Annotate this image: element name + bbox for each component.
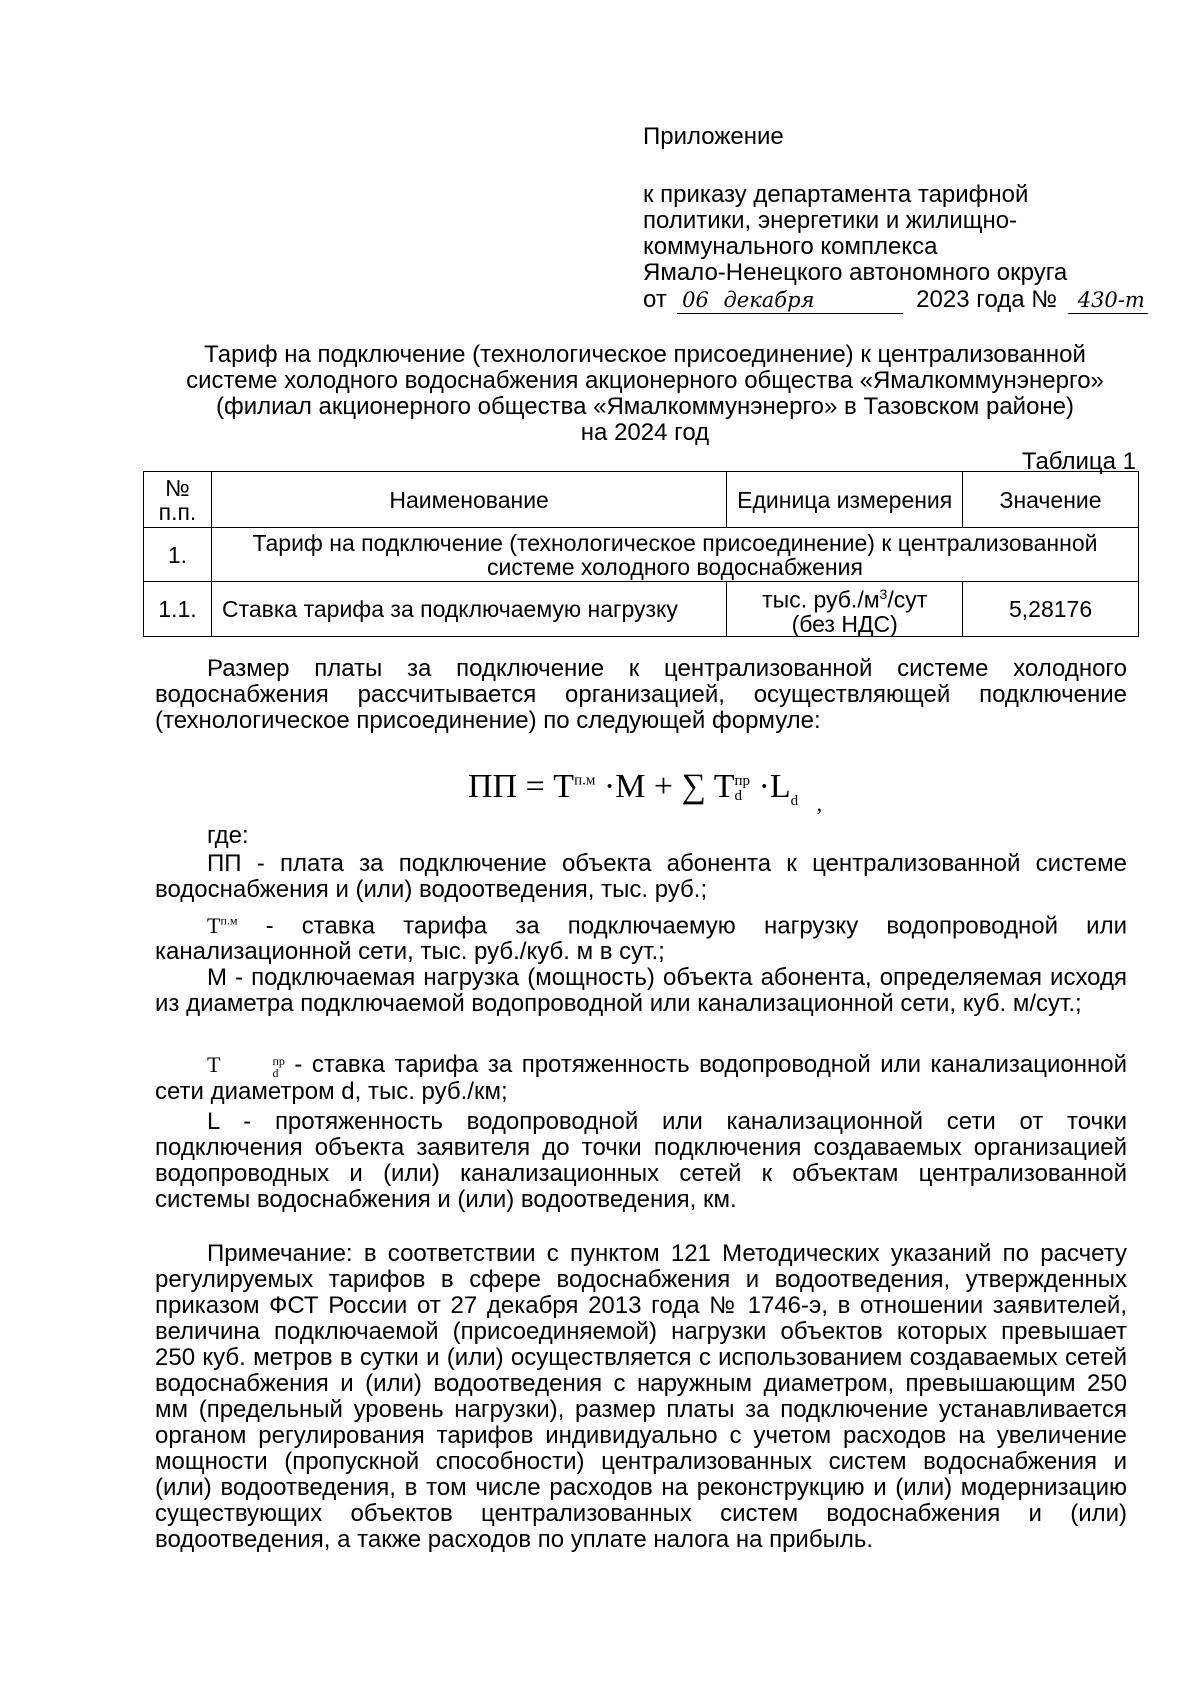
table-row [144, 528, 1139, 582]
header-unit: Единица измерения [727, 472, 963, 528]
order-number-handwritten: 430-т [1077, 288, 1145, 312]
date-month-field [713, 287, 903, 314]
date-day-field [677, 287, 713, 314]
tpm-t: T [207, 913, 221, 939]
row2-unit-main: тыс. руб./м [762, 586, 880, 613]
payment-formula [468, 768, 823, 816]
appendix-title: Приложение [643, 123, 784, 150]
definition-tariff-load [155, 908, 1127, 965]
row2-unit-tail: /сут [887, 586, 928, 613]
header-num: № п.п. [144, 472, 212, 528]
formula-t2-sub: d [734, 788, 743, 805]
formula-t2-scripts [735, 774, 751, 804]
definition-m: М - подключаемая нагрузка (мощность) объекта абонента, определяемая исходя из диаметра подключаемой водопроводной или канализационной сети, куб. м/сут.; [155, 964, 1127, 1017]
order-line-1: к приказу департамента тарифной [643, 181, 1029, 208]
intro-paragraph: Размер платы за подключение к централизованной системе холодного водоснабжения рассчитывается организацией, осуществляющей подключение (технологическое присоединение) по следующей формуле: [155, 655, 1127, 734]
formula-t2: T [713, 768, 735, 805]
order-line-2: политики, энергетики и жилищно- [643, 207, 1018, 234]
formula-l: L [769, 768, 791, 805]
row2-value: 5,28176 [963, 582, 1139, 637]
tpr-scripts [220, 1055, 284, 1079]
tpr-t: T [207, 1052, 221, 1077]
date-day-handwritten: 06 [682, 288, 709, 312]
row2-unit-note: (без НДС) [791, 610, 898, 637]
date-prefix: от [643, 286, 667, 313]
order-number-field [1068, 287, 1148, 314]
order-date-line [643, 287, 1163, 314]
where-label: где: [207, 822, 249, 849]
title-line-3: (филиал акционерного общества «Ямалкоммунэнерго» в Тазовском районе) [215, 393, 1075, 420]
tariff-table [143, 471, 1139, 637]
order-line-4: Ямало-Ненецкого автономного округа [643, 259, 1068, 286]
definition-l: L - протяженность водопроводной или канализационной сети от точки подключения объекта заявителя до точки подключения создаваемых организацией водопроводных и (или) канализационных сетей к объектам централизованной системы водоснабжения и (или) водоотведения, км. [155, 1108, 1127, 1213]
formula-plus: + [653, 768, 674, 805]
row2-name: Ставка тарифа за подключаемую нагрузку [211, 582, 726, 637]
definition-pp: ПП - плата за подключение объекта абонента к централизованной системе водоснабжения и (или) водоотведения, тыс. руб.; [155, 850, 1127, 903]
row2-num: 1.1. [144, 582, 212, 637]
header-name: Наименование [211, 472, 726, 528]
formula-l-sub: d [790, 792, 799, 809]
definition-tariff-length [155, 1052, 1127, 1105]
tpm-text: - ставка тарифа за подключаемую нагрузку водопроводной или канализационной сети, тыс. руб./куб. м в сут.; [155, 912, 1127, 966]
row2-unit [727, 582, 963, 637]
formula-comma: , [816, 791, 823, 816]
row1-text: Тариф на подключение (технологическое присоединение) к централизованной системе холодного водоснабжения [211, 528, 1138, 582]
order-line-3: коммунального комплекса [643, 233, 938, 260]
note-paragraph: Примечание: в соответствии с пунктом 121 Методических указаний по расчету регулируемых тарифов в сфере водоснабжения и водоотведения, утвержденных приказом ФСТ России от 27 декабря 2013 года № 1746-э, в отношении заявителей, величина подключаемой (присоединяемой) нагрузки объектов которых превышает 250 куб. метров в сутки и (или) осуществляется с использованием создаваемых сетей водоснабжения и (или) водоотведения с наружным диаметром, превышающим 250 мм (предельный уровень нагрузки), размер платы за подключение устанавливается органом регулирования тарифов индивидуально с учетом расходов на увеличение мощности (пропускной способности) централизованных систем водоснабжения и (или) водоотведения, в том числе расходов на реконструкцию и (или) модернизацию существующих объектов централизованных систем водоснабжения и (или) водоотведения, а также расходов по уплате налога на прибыль. [155, 1240, 1127, 1553]
formula-dot2: · [758, 768, 770, 805]
formula-t1-sup: п.м [574, 772, 596, 789]
table-caption: Таблица 1 [1021, 448, 1136, 475]
row1-num: 1. [144, 528, 212, 582]
title-line-4: на 2024 год [580, 419, 710, 446]
tpm-symbol [207, 913, 237, 938]
formula-sum: ∑ [681, 768, 706, 805]
date-month-handwritten: декабря [723, 288, 815, 312]
formula-equals: = [525, 768, 545, 805]
table-header-row [144, 472, 1139, 528]
title-line-2: системе холодного водоснабжения акционерного общества «Ямалкоммунэнерго» [186, 367, 1104, 394]
tpm-sup: п.м [220, 914, 238, 928]
header-value: Значение [963, 472, 1139, 528]
row2-unit-sup: 3 [879, 586, 888, 602]
tpr-text: - ставка тарифа за протяженность водопроводной или канализационной сети диаметром d, тыс. руб./км; [155, 1051, 1127, 1105]
formula-t1: T [553, 768, 575, 805]
table-row [144, 582, 1139, 637]
tpr-sup: пр [272, 1053, 285, 1068]
formula-t2-sup: пр [734, 773, 751, 790]
tpr-symbol [207, 1052, 285, 1080]
document-title [150, 342, 1140, 446]
formula-lhs: ПП [468, 768, 518, 805]
tpr-sub: d [272, 1065, 279, 1080]
formula-m: M [615, 768, 646, 805]
title-line-1: Тариф на подключение (технологическое присоединение) к централизованной [204, 341, 1086, 368]
formula-dot1: · [603, 768, 616, 805]
year-text: 2023 года № [916, 286, 1058, 313]
